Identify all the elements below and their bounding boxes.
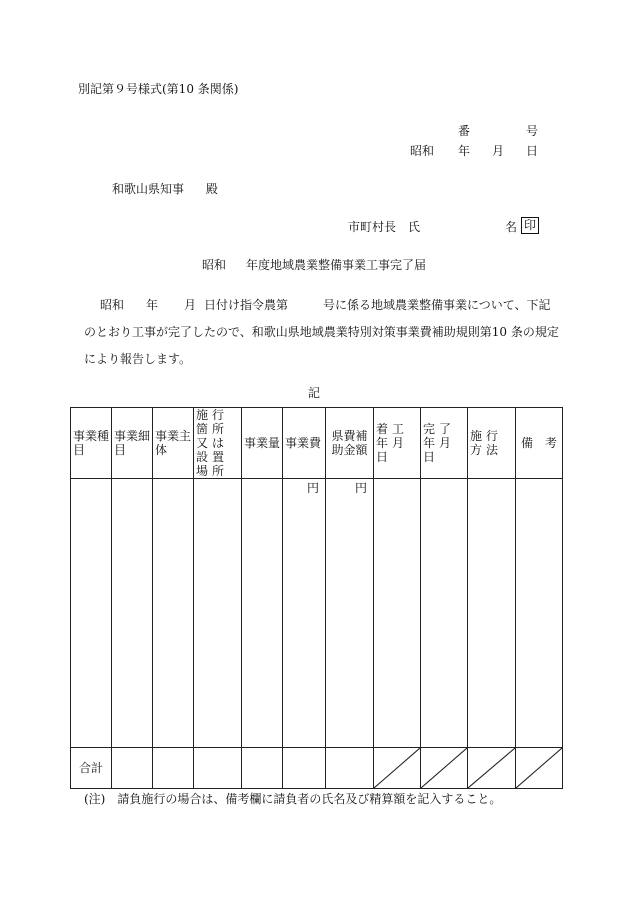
cell-quantity[interactable] xyxy=(242,479,283,748)
cell-start-date[interactable] xyxy=(374,479,421,748)
body-month: 月 xyxy=(184,298,197,312)
body-line-3: により報告します。 xyxy=(84,352,192,366)
title-era: 昭和 xyxy=(202,258,227,272)
table-header-row xyxy=(71,408,563,479)
total-project-detail xyxy=(112,748,153,789)
date-month: 月 xyxy=(492,144,505,158)
total-method-diagonal xyxy=(468,748,516,789)
header-cost: 事業費 xyxy=(283,408,326,479)
header-end-date: 完了年月日 xyxy=(421,408,468,479)
cell-subsidy[interactable] xyxy=(326,479,374,748)
cost-unit: 円 xyxy=(306,481,319,495)
subsidy-unit: 円 xyxy=(354,481,367,495)
title-text: 年度地域農業整備事業工事完了届 xyxy=(246,258,427,272)
footnote: (注) 請負施行の場合は、備考欄に請負者の氏名及び精算額を記入すること。 xyxy=(84,792,502,806)
seal-mark: 印 xyxy=(521,217,539,234)
total-start-date-diagonal xyxy=(374,748,421,789)
header-subsidy: 県費補助金額 xyxy=(326,408,374,479)
header-remarks: 備 考 xyxy=(516,408,563,479)
cell-method[interactable] xyxy=(468,479,516,748)
total-subsidy[interactable] xyxy=(326,748,374,789)
total-project-entity xyxy=(153,748,194,789)
header-start-date: 着工年月日 xyxy=(374,408,421,479)
total-remarks-diagonal xyxy=(516,748,563,789)
cell-cost[interactable] xyxy=(283,479,326,748)
cell-remarks[interactable] xyxy=(516,479,563,748)
body-rest: 号に係る地域農業整備事業について、下記 xyxy=(323,298,551,312)
total-label: 合計 xyxy=(71,748,112,789)
body-era: 昭和 xyxy=(100,298,125,312)
header-location: 施行箇所又は設置場所 xyxy=(194,408,242,479)
total-end-date-diagonal xyxy=(421,748,468,789)
addressee xyxy=(112,180,218,197)
header-project-entity: 事業主体 xyxy=(153,408,194,479)
table-total-row xyxy=(71,748,563,789)
applicant-label: 市町村長 氏 xyxy=(348,220,421,234)
cell-project-detail[interactable] xyxy=(112,479,153,748)
cell-end-date[interactable] xyxy=(421,479,468,748)
cell-location[interactable] xyxy=(194,479,242,748)
total-quantity[interactable] xyxy=(242,748,283,789)
body-designation: 日付け指令農第 xyxy=(204,298,289,312)
cell-project-entity[interactable] xyxy=(153,479,194,748)
header-method: 施行方法 xyxy=(468,408,516,479)
total-cost[interactable] xyxy=(283,748,326,789)
header-project-detail: 事業細目 xyxy=(112,408,153,479)
table-row xyxy=(71,479,563,748)
addressee-honorific: 殿 xyxy=(205,182,218,196)
header-quantity: 事業量 xyxy=(242,408,283,479)
date-day: 日 xyxy=(526,144,539,158)
date-era: 昭和 xyxy=(410,144,435,158)
addressee-name: 和歌山県知事 xyxy=(112,182,185,196)
ki-heading: 記 xyxy=(308,386,321,400)
form-number-title: 別記第９号様式(第10 条関係) xyxy=(78,82,239,96)
header-project-type: 事業種目 xyxy=(71,408,112,479)
body-year: 年 xyxy=(146,298,159,312)
number-ban: 番 xyxy=(458,124,471,138)
total-location xyxy=(194,748,242,789)
number-go: 号 xyxy=(526,124,539,138)
cell-project-type[interactable] xyxy=(71,479,112,748)
body-line-2: のとおり工事が完了したので、和歌山県地域農業特別対策事業費補助規則第10 条の規定 xyxy=(84,325,559,339)
date-year: 年 xyxy=(458,144,471,158)
applicant-name-char: 名 xyxy=(505,220,518,234)
project-table xyxy=(70,407,563,789)
